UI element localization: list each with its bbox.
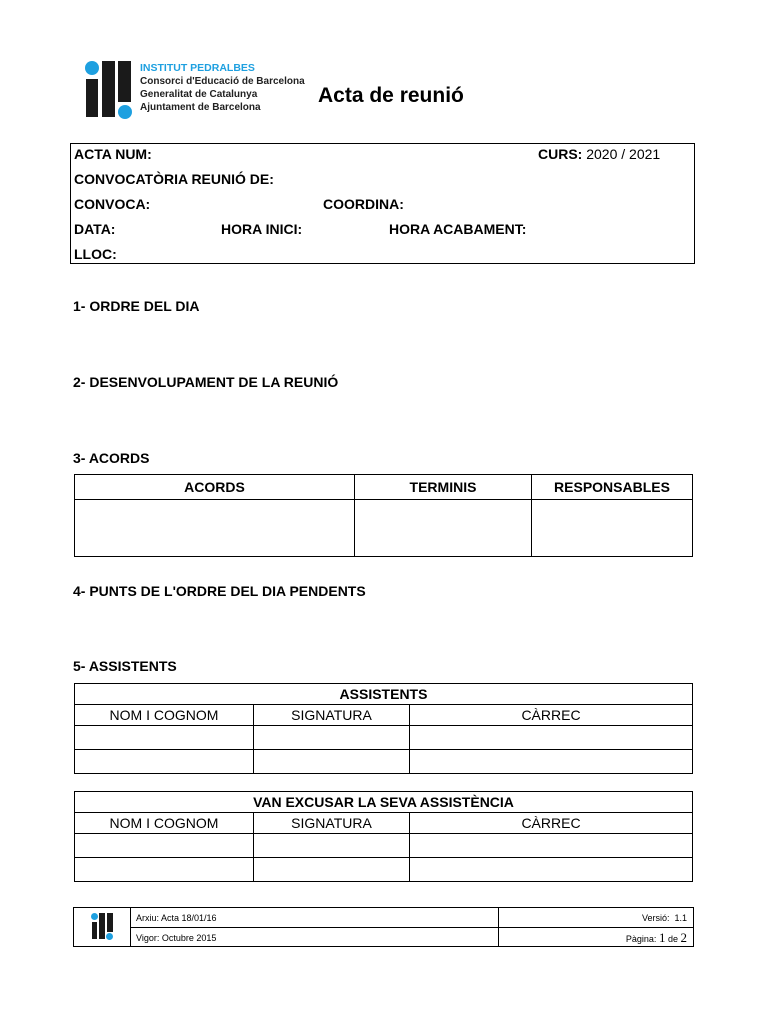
institution-block <box>140 62 305 114</box>
convoca-label: CONVOCA: <box>74 196 151 212</box>
curs-field <box>538 146 660 162</box>
document-footer <box>73 907 694 947</box>
signatura-header: SIGNATURA <box>254 705 410 726</box>
carrec-header: CÀRREC <box>410 705 693 726</box>
coordina-label: COORDINA: <box>323 196 404 212</box>
acords-table <box>74 474 693 557</box>
section-acords: 3- ACORDS <box>73 450 150 466</box>
institut-logo <box>84 61 134 121</box>
footer-arxiu: Arxiu: Acta 18/01/16 <box>136 913 217 923</box>
convocatoria-label: CONVOCATÒRIA REUNIÓ DE: <box>74 171 274 187</box>
nom-cognom-header: NOM I COGNOM <box>75 813 254 834</box>
excusats-title: VAN EXCUSAR LA SEVA ASSISTÈNCIA <box>75 792 693 813</box>
nom-cognom-cell[interactable] <box>75 858 254 882</box>
data-label: DATA: <box>74 221 116 237</box>
lloc-label: LLOC: <box>74 246 117 262</box>
curs-label: CURS: <box>538 146 583 162</box>
carrec-cell[interactable] <box>410 726 693 750</box>
carrec-cell[interactable] <box>410 858 693 882</box>
institution-name: INSTITUT PEDRALBES <box>140 62 255 74</box>
pagina-label: Pàgina: <box>625 934 657 944</box>
institution-line-3: Generalitat de Catalunya <box>140 89 258 100</box>
excusats-table <box>74 791 693 882</box>
section-assistents: 5- ASSISTENTS <box>73 658 177 674</box>
responsables-cell[interactable] <box>532 500 693 557</box>
table-row <box>75 834 693 858</box>
signatura-header: SIGNATURA <box>254 813 410 834</box>
footer-logo-cell <box>74 908 131 946</box>
signatura-cell[interactable] <box>254 858 410 882</box>
footer-pagina <box>626 930 687 946</box>
nom-cognom-header: NOM I COGNOM <box>75 705 254 726</box>
nom-cognom-cell[interactable] <box>75 750 254 774</box>
nom-cognom-cell[interactable] <box>75 726 254 750</box>
institution-line-4: Ajuntament de Barcelona <box>140 102 261 113</box>
section-punts-pendents: 4- PUNTS DE L'ORDRE DEL DIA PENDENTS <box>73 583 366 599</box>
curs-value: 2020 / 2021 <box>586 146 661 162</box>
versio-label: Versió: <box>641 913 670 923</box>
carrec-cell[interactable] <box>410 834 693 858</box>
hora-acabament-label: HORA ACABAMENT: <box>389 221 527 237</box>
carrec-cell[interactable] <box>410 750 693 774</box>
assistents-title: ASSISTENTS <box>75 684 693 705</box>
signatura-cell[interactable] <box>254 834 410 858</box>
signatura-cell[interactable] <box>254 750 410 774</box>
section-ordre-del-dia: 1- ORDRE DEL DIA <box>73 298 200 314</box>
footer-versio <box>642 913 687 923</box>
pagina-current: 1 <box>658 930 666 945</box>
acords-header: ACORDS <box>75 475 355 500</box>
versio-value: 1.1 <box>674 913 687 923</box>
table-row <box>75 726 693 750</box>
terminis-cell[interactable] <box>355 500 532 557</box>
assistents-table <box>74 683 693 774</box>
meeting-info-box <box>70 143 695 264</box>
section-desenvolupament: 2- DESENVOLUPAMENT DE LA REUNIÓ <box>73 374 339 390</box>
signatura-cell[interactable] <box>254 726 410 750</box>
table-row <box>75 750 693 774</box>
carrec-header: CÀRREC <box>410 813 693 834</box>
acta-num-label: ACTA NUM: <box>74 146 152 162</box>
footer-vigor: Vigor: Octubre 2015 <box>136 933 217 943</box>
nom-cognom-cell[interactable] <box>75 834 254 858</box>
table-row <box>75 858 693 882</box>
pagina-total: 2 <box>680 930 687 945</box>
acords-cell[interactable] <box>75 500 355 557</box>
institution-line-2: Consorci d'Educació de Barcelona <box>140 76 305 87</box>
footer-logo <box>91 913 115 941</box>
document-title: Acta de reunió <box>318 84 464 107</box>
terminis-header: TERMINIS <box>355 475 532 500</box>
responsables-header: RESPONSABLES <box>532 475 693 500</box>
hora-inici-label: HORA INICI: <box>221 221 303 237</box>
pagina-de: de <box>667 934 678 944</box>
